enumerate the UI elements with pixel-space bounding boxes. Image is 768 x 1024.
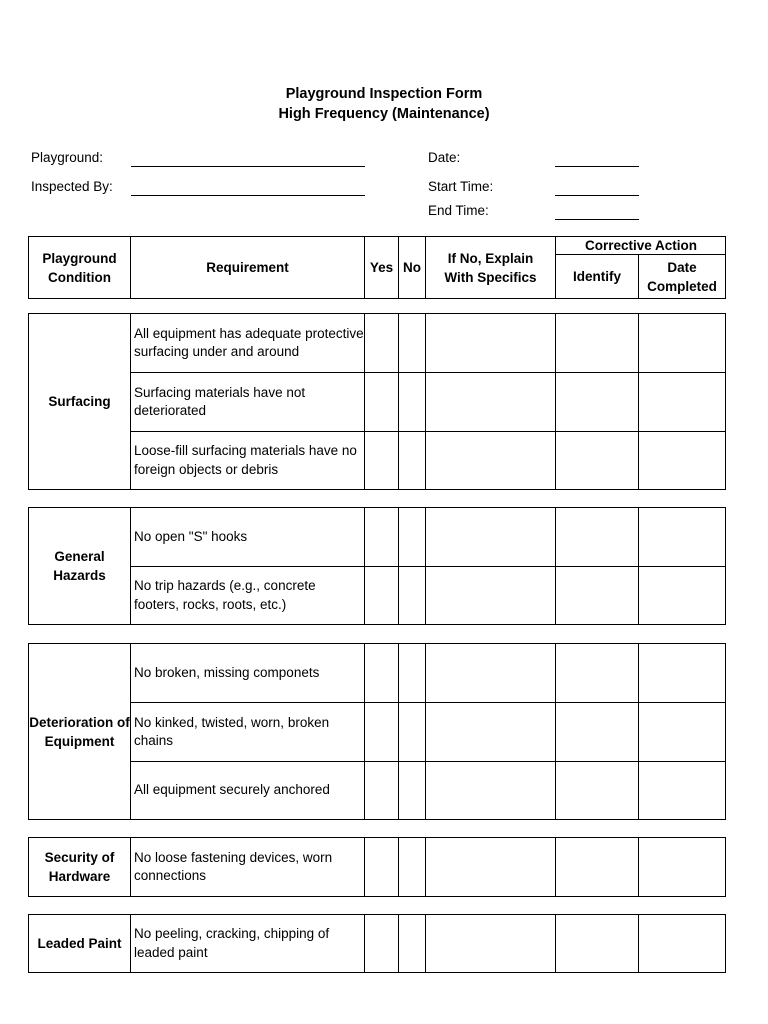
requirement-text: No broken, missing componets [134,664,320,680]
header-identify: Identify [572,269,621,284]
requirement-text: All equipment has adequate protective surfacing under and around [134,325,364,359]
requirement-text: Loose-fill surfacing materials have no foreign objects or debris [134,443,357,477]
category-label: General Hazards [53,549,106,583]
requirement-text: No kinked, twisted, worn, broken chains [134,714,330,748]
requirement-text: No loose fastening devices, worn connections [134,849,333,883]
header-date-completed: Date Completed [647,259,717,294]
category-label: Leaded Paint [37,936,122,951]
requirement-text: No open "S" hooks [134,528,248,544]
requirement-text: Surfacing materials have not deteriorated [134,384,306,418]
requirement-text: No peeling, cracking, chipping of leaded paint [134,926,330,960]
date-label: Date: [428,150,461,165]
start-time-label: Start Time: [428,179,494,194]
header-condition: Playground Condition [42,250,117,285]
header-corrective-action: Corrective Action [584,237,698,253]
end-time-label: End Time: [428,203,489,218]
start-time-field[interactable] [555,195,639,196]
playground-field[interactable] [131,166,365,167]
playground-label: Playground: [31,150,104,165]
requirement-text: No trip hazards (e.g., concrete footers, rocks, roots, etc.) [134,578,316,612]
category-label: Deterioration of Equipment [29,714,130,749]
header-no: No [403,260,421,275]
inspected-by-field[interactable] [131,195,365,196]
header-requirement: Requirement [206,260,289,275]
form-subtitle: High Frequency (Maintenance) [278,106,490,122]
header-explain: If No, Explain With Specifics [444,250,537,285]
inspected-by-label: Inspected By: [31,179,113,194]
end-time-field[interactable] [555,219,639,220]
category-label: Surfacing [48,394,111,409]
category-label: Security of Hardware [44,850,115,884]
date-field[interactable] [555,166,639,167]
requirement-text: All equipment securely anchored [134,782,330,798]
form-title: Playground Inspection Form [285,86,483,102]
header-yes: Yes [369,260,394,275]
